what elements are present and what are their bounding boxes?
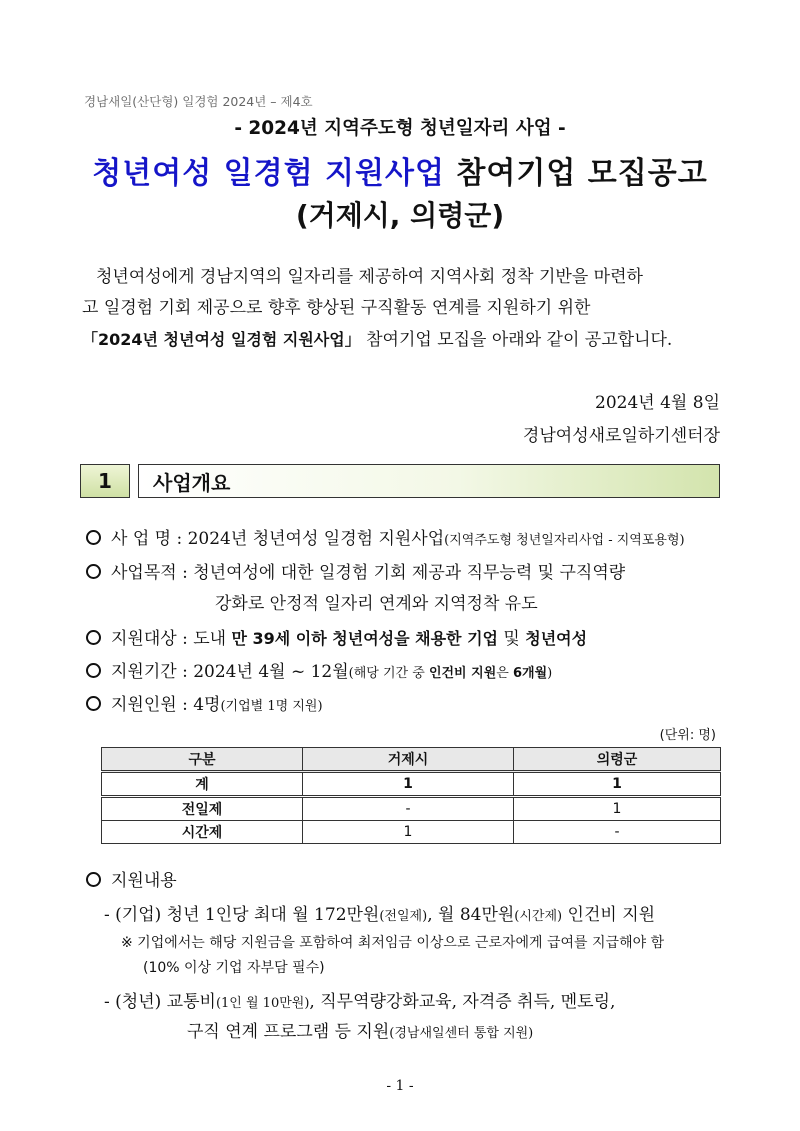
table-header-cell: 거제시 [303,748,514,772]
youth-text-2: , 직무역량강화교육, 자격증 취득, 멘토링, [309,992,616,1012]
table-row [102,797,721,821]
announcement-date: 2024년 4월 8일 [595,393,720,413]
document-title [0,148,800,192]
corp-text-3: 인건비 지원 [562,905,656,925]
youth-label: - (청년) [104,992,167,1012]
intro-line-1: 청년여성에게 경남지역의 일자리를 제공하여 지역사회 정착 기반을 마련하 [96,267,643,287]
corp-text-2: , 월 84만원 [427,905,515,925]
overview-item-purpose [86,558,625,583]
people-note: (기업별 1명 지원) [220,699,323,714]
table-row-total [102,772,721,797]
period-value: 2024년 4월 ~ 12월 [193,662,349,682]
target-label: 지원대상 : [111,629,194,649]
circle-bullet-icon [86,696,101,711]
target-bold: 만 39세 이하 청년여성을 채용한 기업 [231,629,498,648]
target-pre: 도내 [193,629,232,649]
intro-line-2: 고 일경험 기회 제공으로 향후 향상된 구직활동 연계를 지원하기 위한 [82,298,591,318]
name-label: 사 업 명 : [111,529,188,549]
table-header-row [102,748,721,772]
people-value: 4명 [193,695,221,715]
period-note-pre: (해당 기간 중 [348,666,429,681]
youth-text: 교통비 [166,992,216,1012]
support-label: 지원내용 [111,871,177,891]
circle-bullet-icon [86,530,101,545]
name-note: (지역주도형 청년일자리사업 - 지역포용형) [444,533,685,548]
youth-note: (1인 월 10만원) [215,996,310,1011]
target-bold-2: 청년여성 [525,629,588,648]
circle-bullet-icon [86,872,101,887]
support-corp-line [104,900,655,925]
section-title: 사업개요 [138,464,720,498]
table-header-cell: 구분 [102,748,303,772]
table-cell: 전일제 [102,797,303,821]
name-value: 2024년 청년여성 일경험 지원사업 [187,529,445,549]
support-heading [86,866,177,891]
period-note-end: ) [547,666,553,681]
support-youth-line [104,987,615,1012]
overview-item-period [86,657,552,682]
intro-line-3-rest: 참여기업 모집을 아래와 같이 공고합니다. [360,330,673,350]
period-label: 지원기간 : [111,662,194,682]
table-cell: 1 [303,821,514,844]
corp-label: - (기업) [104,905,167,925]
table-cell: 계 [102,772,303,797]
period-note-bold-2: 6개월 [512,666,548,681]
corp-note-2: (시간제) [514,909,563,924]
recruitment-table [101,747,721,844]
document-title-region: (거제시, 의령군) [295,199,505,232]
support-youth-line-2 [187,1017,533,1042]
table-cell: 1 [514,772,721,797]
table-header-cell: 의령군 [514,748,721,772]
overview-item-people [86,690,323,715]
table-cell: - [303,797,514,821]
title-rest: 참여기업 모집공고 [444,156,708,191]
target-mid: 및 [498,629,526,649]
table-cell: 1 [514,797,721,821]
youth-line-2: 구직 연계 프로그램 등 지원 [187,1022,390,1042]
intro-paragraph [82,262,718,356]
program-name: 「2024년 청년여성 일경험 지원사업」 [82,330,361,349]
page-number: - 1 - [386,1078,414,1094]
period-note-mid: 은 [496,666,513,681]
table-cell: 1 [303,772,514,797]
corp-notice: ※ 기업에서는 해당 지원금을 포함하여 최저임금 이상으로 근로자에게 급여를 지급해야 함 [121,935,665,951]
document-series-label: 경남새일(산단형) 일경험 2024년 – 제4호 [84,94,313,109]
youth-line-2-note: (경남새일센터 통합 지원) [389,1026,534,1041]
purpose-line-1: 청년여성에 대한 일경험 기회 제공과 직무능력 및 구직역량 [193,563,626,583]
purpose-label: 사업목적 : [111,563,194,583]
document-subtitle: - 2024년 지역주도형 청년일자리 사업 - [234,118,566,139]
people-label: 지원인원 : [111,695,194,715]
circle-bullet-icon [86,630,101,645]
announcing-organization: 경남여성새로일하기센터장 [522,426,720,446]
corp-note-1: (전일제) [379,909,428,924]
overview-item-name [86,524,685,549]
table-row [102,821,721,844]
circle-bullet-icon [86,564,101,579]
intro-line-3 [82,324,718,356]
title-highlight: 청년여성 일경험 지원사업 [92,156,445,191]
circle-bullet-icon [86,663,101,678]
table-cell: 시간제 [102,821,303,844]
section-number: 1 [80,464,130,498]
table-unit: (단위: 명) [659,728,716,743]
corp-text: 청년 1인당 최대 월 172만원 [166,905,380,925]
overview-item-target [86,624,587,649]
table-cell: - [514,821,721,844]
period-note-bold: 인건비 지원 [428,666,497,681]
corp-notice-2: (10% 이상 기업 자부담 필수) [143,960,325,976]
purpose-line-2: 강화로 안정적 일자리 연계와 지역정착 유도 [215,594,538,614]
